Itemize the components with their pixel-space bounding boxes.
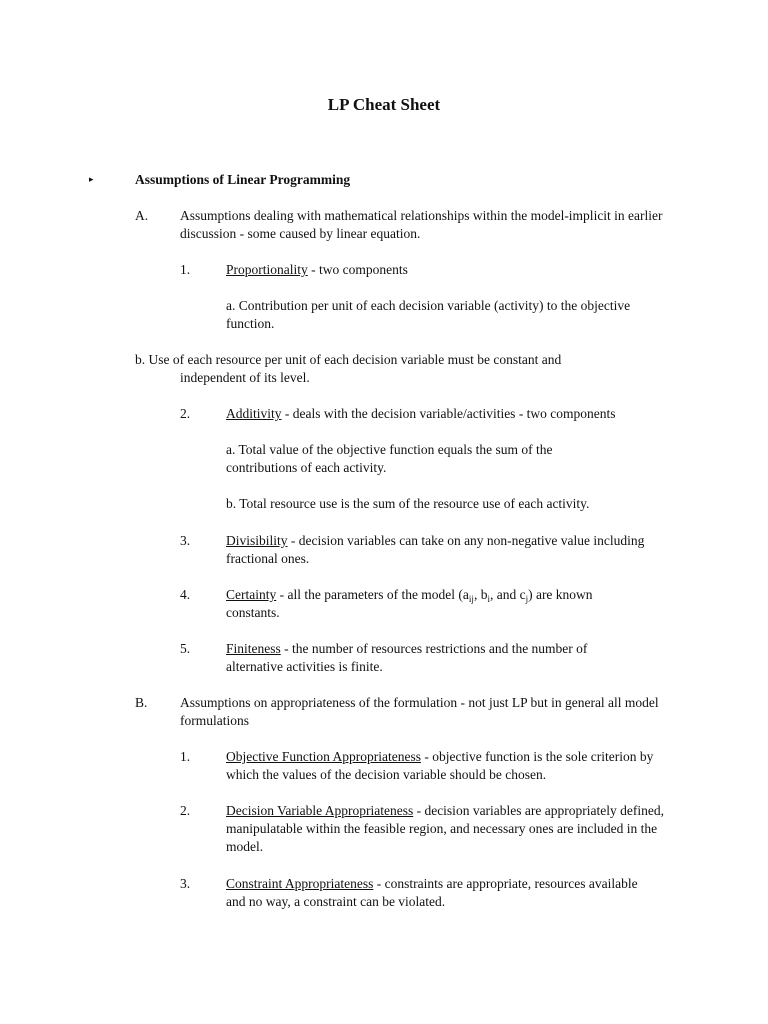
item-a3-term: Divisibility	[226, 533, 288, 548]
section-b-marker: B.	[135, 695, 148, 710]
item-a1-sub-a: a. Contribution per unit of each decision variable (activity) to the objective function.	[226, 298, 631, 331]
item-b3-marker: 3.	[180, 876, 191, 891]
item-a3-marker: 3.	[180, 533, 191, 548]
item-b1-rest: - objective function is the sole criterion by which the values of the decision variable should be chosen.	[226, 749, 654, 782]
item-a4-sub-ij: ij	[468, 594, 474, 604]
item-a5-rest: - the number of resources restrictions and the number of alternative activities is finite.	[226, 641, 588, 674]
item-a2-term: Additivity	[226, 406, 282, 421]
item-a1-term: Proportionality	[226, 262, 308, 277]
item-a3	[226, 532, 646, 568]
item-a4-term: Certainty	[226, 587, 277, 602]
item-b2-rest: - decision variables are appropriately defined, manipulatable within the feasible region, and necessary ones are included in the model.	[226, 803, 664, 854]
item-a1-rest: - two components	[307, 262, 408, 277]
section-b-text: Assumptions on appropriateness of the formulation - not just LP but in general all model formulations	[180, 695, 659, 728]
section-a-marker: A.	[135, 208, 149, 223]
item-b1-term: Objective Function Appropriateness	[226, 749, 421, 764]
item-a4-rest-3: , and c	[489, 587, 526, 602]
paragraph-b: b. Use of each resource per unit of each decision variable must be constant and independent of its level.	[135, 352, 562, 385]
item-b3-rest: - constraints are appropriate, resources available and no way, a constraint can be violated.	[226, 876, 638, 909]
item-b3-term: Constraint Appropriateness	[226, 876, 374, 891]
item-a2-rest: - deals with the decision variable/activities - two components	[281, 406, 616, 421]
item-a4-marker: 4.	[180, 587, 191, 602]
item-b2-term: Decision Variable Appropriateness	[226, 803, 414, 818]
item-a3-rest: - decision variables can take on any non-negative value including fractional ones.	[226, 533, 645, 566]
item-a4-sub-i: i	[487, 594, 490, 604]
bullet-icon: ▸	[89, 174, 94, 184]
item-b1	[226, 748, 666, 784]
item-a2-sub-b: b. Total resource use is the sum of the resource use of each activity.	[226, 496, 590, 511]
item-b3	[226, 875, 641, 911]
item-a2	[226, 405, 696, 423]
item-a5	[226, 640, 646, 676]
item-a2-sub-a: a. Total value of the objective function equals the sum of the contributions of each activity.	[226, 442, 553, 475]
section-a-text: Assumptions dealing with mathematical relationships within the model-implicit in earlier discussion - some caused by linear equation.	[180, 208, 663, 241]
item-a1	[226, 261, 686, 279]
item-b2-marker: 2.	[180, 803, 191, 818]
item-b1-marker: 1.	[180, 749, 191, 764]
item-a1-marker: 1.	[180, 262, 191, 277]
section-heading: Assumptions of Linear Programming	[135, 172, 351, 187]
item-a4-rest-1: - all the parameters of the model (a	[276, 587, 469, 602]
item-a5-term: Finiteness	[226, 641, 281, 656]
item-a5-marker: 5.	[180, 641, 191, 656]
item-a4-rest-2: , b	[473, 587, 488, 602]
item-a4-sub-j: j	[525, 594, 529, 604]
document-title: LP Cheat Sheet	[327, 95, 441, 114]
item-b2	[226, 802, 671, 856]
item-a2-marker: 2.	[180, 406, 191, 421]
item-a4	[226, 586, 646, 622]
item-a4-rest-4: ) are known constants.	[226, 587, 593, 620]
